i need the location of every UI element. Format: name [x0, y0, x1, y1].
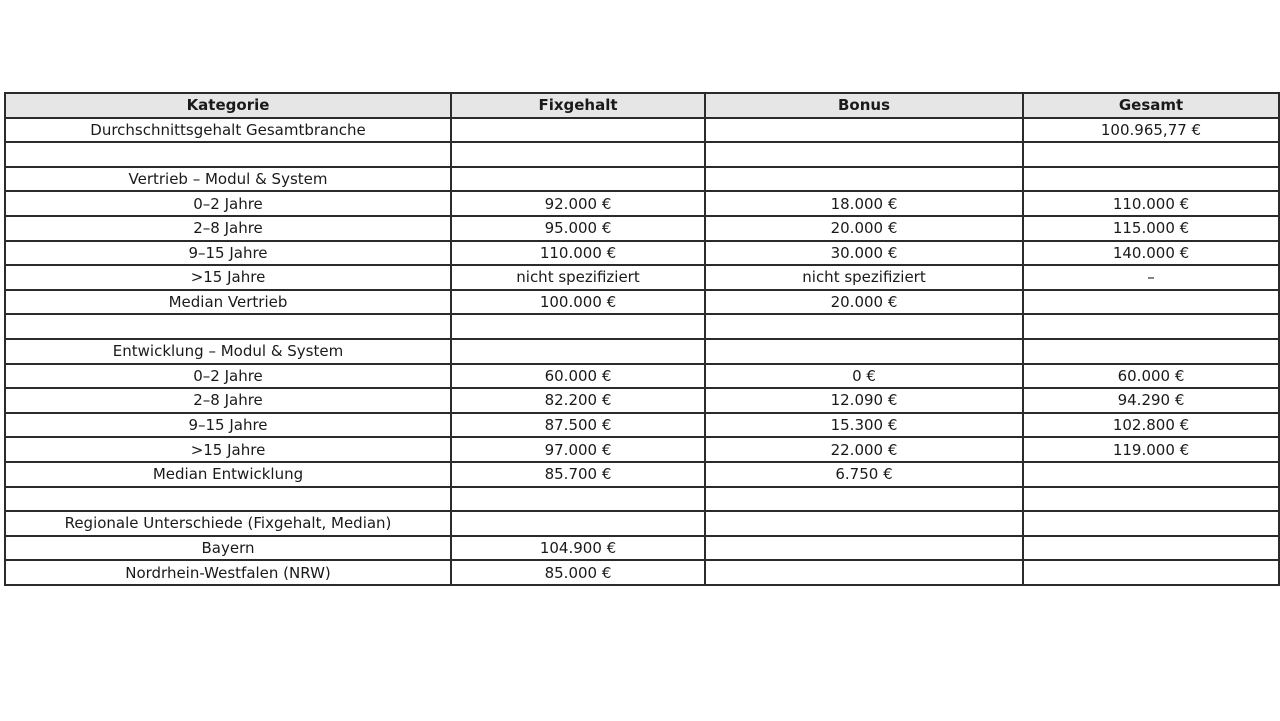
table-row	[5, 437, 1279, 462]
cell-gesamt	[1023, 339, 1279, 364]
cell-fixgehalt	[451, 118, 705, 143]
cell-bonus: 20.000 €	[705, 216, 1023, 241]
cell-kategorie	[5, 487, 451, 512]
cell-kategorie: 9–15 Jahre	[5, 241, 451, 266]
table-row	[5, 560, 1279, 585]
cell-gesamt: 115.000 €	[1023, 216, 1279, 241]
cell-bonus: 15.300 €	[705, 413, 1023, 438]
cell-gesamt: 110.000 €	[1023, 191, 1279, 216]
cell-kategorie: Bayern	[5, 536, 451, 561]
cell-kategorie: Entwicklung – Modul & System	[5, 339, 451, 364]
cell-gesamt: 94.290 €	[1023, 388, 1279, 413]
header-fixgehalt: Fixgehalt	[451, 93, 705, 118]
cell-gesamt: –	[1023, 265, 1279, 290]
cell-bonus	[705, 536, 1023, 561]
table-row	[5, 339, 1279, 364]
cell-kategorie: >15 Jahre	[5, 265, 451, 290]
cell-kategorie: 2–8 Jahre	[5, 388, 451, 413]
cell-kategorie: Vertrieb – Modul & System	[5, 167, 451, 192]
cell-kategorie	[5, 314, 451, 339]
cell-gesamt: 140.000 €	[1023, 241, 1279, 266]
cell-bonus: 0 €	[705, 364, 1023, 389]
cell-gesamt	[1023, 142, 1279, 167]
table-row	[5, 191, 1279, 216]
header-gesamt: Gesamt	[1023, 93, 1279, 118]
cell-bonus: 30.000 €	[705, 241, 1023, 266]
cell-fixgehalt: 92.000 €	[451, 191, 705, 216]
cell-fixgehalt: 95.000 €	[451, 216, 705, 241]
table-row	[5, 314, 1279, 339]
cell-fixgehalt: 104.900 €	[451, 536, 705, 561]
cell-kategorie: Nordrhein-Westfalen (NRW)	[5, 560, 451, 585]
salary-table	[4, 92, 1280, 586]
cell-fixgehalt	[451, 487, 705, 512]
cell-gesamt: 102.800 €	[1023, 413, 1279, 438]
cell-fixgehalt: 82.200 €	[451, 388, 705, 413]
cell-kategorie	[5, 142, 451, 167]
cell-bonus: 22.000 €	[705, 437, 1023, 462]
cell-gesamt: 119.000 €	[1023, 437, 1279, 462]
cell-gesamt	[1023, 290, 1279, 315]
cell-kategorie: 9–15 Jahre	[5, 413, 451, 438]
cell-fixgehalt: nicht spezifiziert	[451, 265, 705, 290]
cell-bonus: nicht spezifiziert	[705, 265, 1023, 290]
cell-kategorie: >15 Jahre	[5, 437, 451, 462]
cell-kategorie: 0–2 Jahre	[5, 364, 451, 389]
cell-kategorie: Durchschnittsgehalt Gesamtbranche	[5, 118, 451, 143]
table-row	[5, 167, 1279, 192]
cell-kategorie: Regionale Unterschiede (Fixgehalt, Median)	[5, 511, 451, 536]
cell-bonus: 20.000 €	[705, 290, 1023, 315]
cell-kategorie: 2–8 Jahre	[5, 216, 451, 241]
cell-fixgehalt	[451, 511, 705, 536]
cell-gesamt	[1023, 314, 1279, 339]
cell-fixgehalt	[451, 142, 705, 167]
cell-fixgehalt: 97.000 €	[451, 437, 705, 462]
cell-kategorie: 0–2 Jahre	[5, 191, 451, 216]
table-row	[5, 487, 1279, 512]
cell-fixgehalt: 85.700 €	[451, 462, 705, 487]
cell-gesamt: 100.965,77 €	[1023, 118, 1279, 143]
cell-bonus	[705, 118, 1023, 143]
cell-bonus: 18.000 €	[705, 191, 1023, 216]
cell-gesamt	[1023, 560, 1279, 585]
cell-kategorie: Median Vertrieb	[5, 290, 451, 315]
cell-bonus	[705, 314, 1023, 339]
cell-bonus: 6.750 €	[705, 462, 1023, 487]
table-row	[5, 142, 1279, 167]
table-row	[5, 462, 1279, 487]
header-row	[5, 93, 1279, 118]
cell-bonus	[705, 487, 1023, 512]
table-body	[5, 118, 1279, 585]
table-row	[5, 265, 1279, 290]
cell-fixgehalt	[451, 339, 705, 364]
header-bonus: Bonus	[705, 93, 1023, 118]
cell-fixgehalt: 110.000 €	[451, 241, 705, 266]
table-row	[5, 216, 1279, 241]
cell-gesamt	[1023, 536, 1279, 561]
cell-fixgehalt: 85.000 €	[451, 560, 705, 585]
cell-bonus	[705, 511, 1023, 536]
cell-gesamt	[1023, 511, 1279, 536]
cell-fixgehalt: 87.500 €	[451, 413, 705, 438]
cell-bonus	[705, 142, 1023, 167]
cell-gesamt: 60.000 €	[1023, 364, 1279, 389]
cell-gesamt	[1023, 487, 1279, 512]
cell-bonus	[705, 167, 1023, 192]
table-row	[5, 364, 1279, 389]
cell-fixgehalt: 60.000 €	[451, 364, 705, 389]
table-row	[5, 388, 1279, 413]
table-row	[5, 241, 1279, 266]
cell-bonus	[705, 560, 1023, 585]
table-row	[5, 511, 1279, 536]
cell-bonus: 12.090 €	[705, 388, 1023, 413]
cell-gesamt	[1023, 167, 1279, 192]
cell-fixgehalt: 100.000 €	[451, 290, 705, 315]
header-kategorie: Kategorie	[5, 93, 451, 118]
cell-gesamt	[1023, 462, 1279, 487]
table-row	[5, 290, 1279, 315]
cell-fixgehalt	[451, 314, 705, 339]
table-header	[5, 93, 1279, 118]
table-row	[5, 536, 1279, 561]
cell-kategorie: Median Entwicklung	[5, 462, 451, 487]
table-row	[5, 118, 1279, 143]
cell-bonus	[705, 339, 1023, 364]
table-row	[5, 413, 1279, 438]
cell-fixgehalt	[451, 167, 705, 192]
